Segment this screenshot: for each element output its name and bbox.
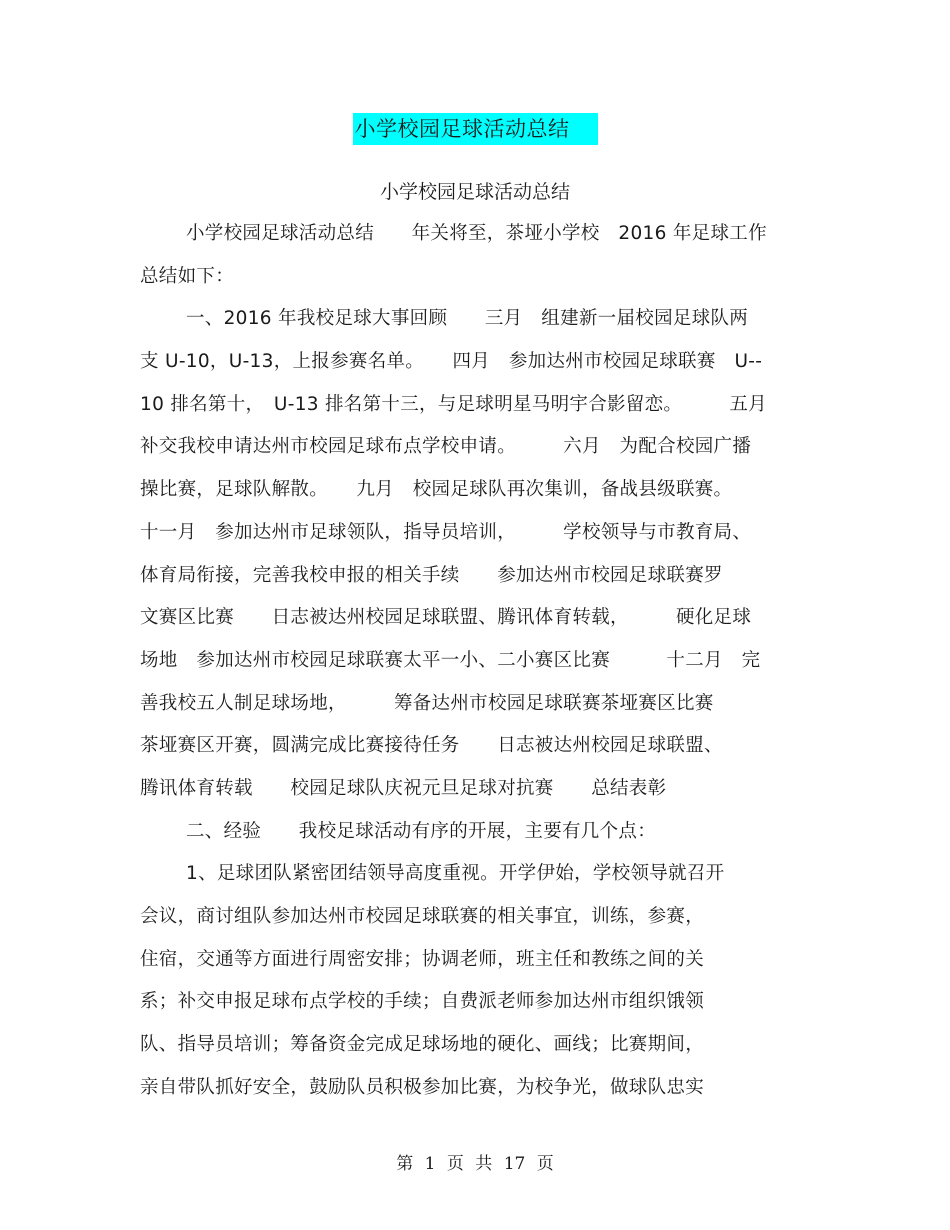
text-line: 1、足球团队紧密团结领导高度重视。开学伊始，学校领导就召开: [186, 863, 725, 885]
text-line: 小学校园足球活动总结 年关将至，茶垭小学校 2016 年足球工作: [186, 223, 767, 244]
text-line: 会议，商讨组队参加达州市校园足球联赛的相关事宜，训练，参赛，: [140, 906, 705, 927]
text-line: 十一月 参加达州市足球领队，指导员培训， 学校领导与市教育局、: [140, 521, 752, 543]
text-line: 10 排名第十， U-13 排名第十三，与足球明星马明宇合影留恋。 五月: [140, 393, 767, 415]
text-line: 队、指导员培训；筹备资金完成足球场地的硬化、画线；比赛期间，: [140, 1034, 705, 1056]
text-line: 支 U-10，U-13，上报参赛名单。 四月 参加达州市校园足球联赛 U--: [140, 351, 763, 373]
text-line: 亲自带队抓好安全，鼓励队员积极参加比赛，为校争光，做球队忠实: [140, 1076, 705, 1098]
body-text: [140, 219, 810, 1115]
document-title: 小学校园足球活动总结: [353, 113, 598, 145]
text-line: 腾讯体育转载 校园足球队庆祝元旦足球对抗赛 总结表彰: [140, 777, 667, 799]
text-line: 总结如下：: [140, 265, 235, 287]
page-footer: 第 1 页 共 17 页: [396, 1154, 554, 1174]
text-line: 系；补交申报足球布点学校的手续；自费派老师参加达州市组织饿领: [140, 991, 705, 1013]
text-line: 茶垭赛区开赛，圆满完成比赛接待任务 日志被达州校园足球联盟、: [140, 735, 723, 757]
title-container: [0, 113, 950, 145]
text-line: 一、2016 年我校足球大事回顾 三月 组建新一届校园足球队两: [186, 308, 749, 330]
document-subtitle: 小学校园足球活动总结: [379, 181, 570, 203]
text-line: 文赛区比赛 日志被达州校园足球联盟、腾讯体育转载， 硬化足球: [140, 607, 752, 629]
text-line: 住宿，交通等方面进行周密安排；协调老师，班主任和教练之间的关: [140, 948, 705, 970]
text-line: 操比赛，足球队解散。 九月 校园足球队再次集训，备战县级联赛。: [140, 479, 733, 501]
text-line: 场地 参加达州市校园足球联赛太平一小、二小赛区比赛 十二月 完: [140, 649, 761, 671]
text-line: 补交我校申请达州市校园足球布点学校申请。 六月 为配合校园广播: [140, 436, 752, 458]
text-line: 善我校五人制足球场地， 筹备达州市校园足球联赛茶垭赛区比赛: [140, 692, 714, 714]
text-line: 二、经验 我校足球活动有序的开展，主要有几个点：: [186, 820, 657, 842]
text-line: 体育局衔接，完善我校申报的相关手续 参加达州市校园足球联赛罗: [140, 564, 723, 586]
